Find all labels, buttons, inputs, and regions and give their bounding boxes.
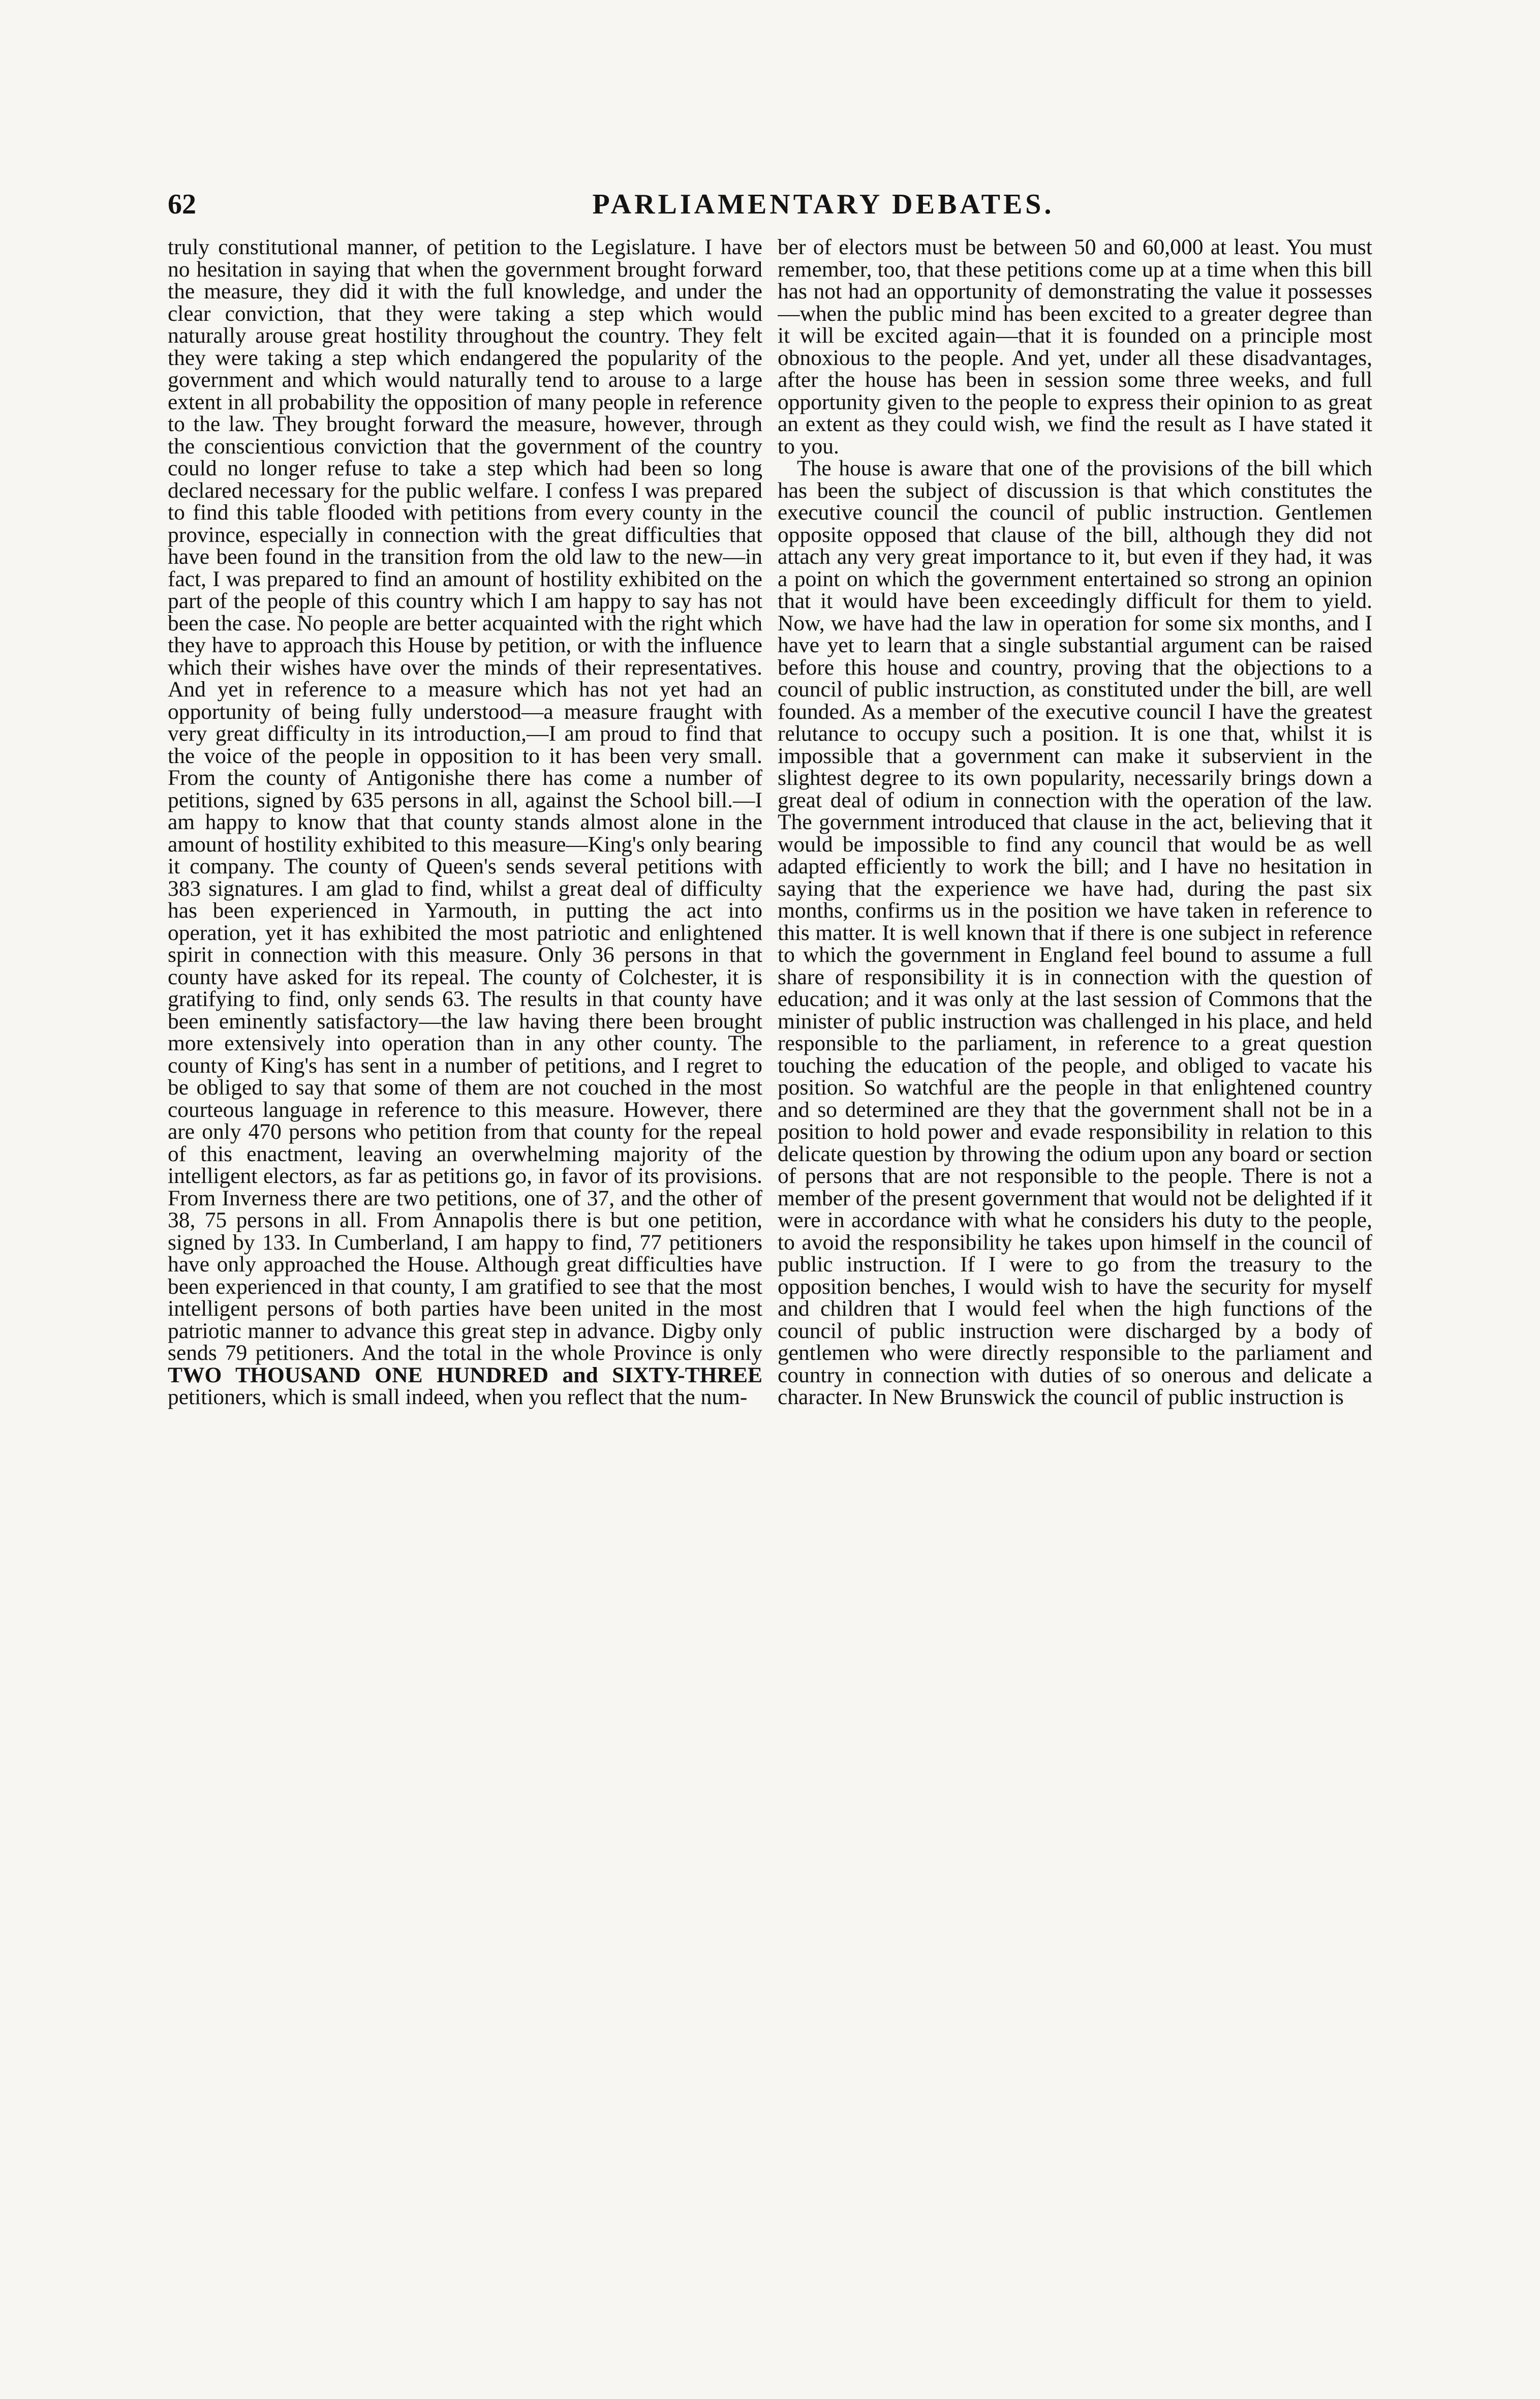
page-header (168, 188, 1479, 224)
right-column (778, 236, 1372, 2326)
running-title: PARLIAMENTARY DEBATES. (592, 189, 1055, 220)
left-paragraph-1-text: truly constitutional manner, of petition to the Legislature. I have no hesitation in saying that when the government brought forward the measure, they did it with the full knowledge, and under the clear conviction, that they were taking a step which would naturally arouse great hostility throughout the country. They felt they were taking a step which endangered the popularity of the government and which would naturally tend to arouse to a large extent in all probability the opposition of many people in reference to the law. They brought forward the measure, however, through the conscientious conviction that the government of the country could no longer refuse to take a step which had been so long declared necessary for the public welfare. I confess I was prepared to find this table flooded with petitions from every county in the province, especially in connection with the great difficulties that have been found in the transition from the old law to the new—in fact, I was prepared to find an amount of hostility exhibited on the part of the people of this country which I am happy to say has not been the case. No people are better acquainted with the right which they have to approach this House by petition, or with the influence which their wishes have over the minds of their representatives. And yet in reference to a measure which has not yet had an opportunity of being fully understood—a measure fraught with very great difficulty in its introduction,—I am proud to find that the voice of the people in opposition to it has been very small. From the county of Antigonishe there has come a number of petitions, signed by 635 persons in all, against the School bill.—I am happy to know that that county stands almost alone in the amount of hostility exhibited to this measure—King's only bearing it company. The county of Queen's sends several petitions with 383 signatures. I am glad to find, whilst a great deal of difficulty has been experienced in Yarmouth, in putting the act into operation, yet it has exhibited the most patriotic and enlightened spirit in connection with this measure. Only 36 persons in that county have asked for its repeal. The county of Colchester, it is gratifying to find, only sends 63. The results in that county have been eminently satisfactory—the law having there been brought more extensively into operation than in any other county. The county of King's has sent in a number of petitions, and I regret to be obliged to say that some of them are not couched in the most courteous language in reference to this measure. However, there are only 470 persons who petition from that county for the repeal of this enactment, leaving an overwhelming majority of the intelligent electors, as far as petitions go, in favor of its provisions. From Inverness there are two petitions, one of 37, and the other of 38, 75 persons in all. From Annapolis there is but one petition, signed by 133. In Cumberland, I am happy to find, 77 petitioners have only approached the House. Although great difficulties have been experienced in that county, I am gratified to see that the most intelligent persons of both parties have been united in the most patriotic manner to advance this great step in advance. Digby only sends 79 petitioners. And the total in the whole Province is only (168, 236, 762, 1365)
right-paragraph-1: ber of electors must be between 50 and 60,000 at least. You must remember, too, that these petitions come up at a time when this bill has not had an opportunity of demonstrating the value it possesses—when the public mind has been excited to a greater degree than it will be excited again—that it is founded on a principle most obnoxious to the people. And yet, under all these disadvantages, after the house has been in session some three weeks, and full opportunity given to the people to express their opinion to as great an extent as they could wish, we find the result as I have stated it to you. (778, 236, 1372, 459)
right-paragraph-2: The house is aware that one of the provisions of the bill which has been the subject of discussion is that which constitutes the executive council the council of public instruction. Gentlemen opposite opposed that clause of the bill, although they did not attach any very great importance to it, but even if they had, it was a point on which the government entertained so strong an opinion that it would have been exceedingly difficult for them to yield. Now, we have had the law in operation for some six months, and I have yet to learn that a single substantial argument can be raised before this house and country, proving that the objections to a council of public instruction, as constituted under the bill, are well founded. As a member of the executive council I have the greatest relutance to occupy such a position. It is one that, whilst it is impossible that a government can make it subservient in the slightest degree to its own popularity, necessarily brings down a great deal of odium in connection with the operation of the law. The government introduced that clause in the act, believing that it would be impossible to find any council that would be as well adapted efficiently to work the bill; and I have no hesitation in saying that the experience we have had, during the past six months, confirms us in the position we have taken in reference to this matter. It is well known that if there is one subject in reference to which the government in England feel bound to assume a full share of responsibility it is in connection with the question of education; and it was only at the last session of Commons that the minister of public instruction was challenged in his place, and held responsible to the parliament, in reference to a great question touching the education of the people, and obliged to vacate his position. So watchful are the people in that enlightened country and so determined are they that the government shall not be in a position to hold power and evade responsibility in relation to this delicate question by throwing the odium upon any board or section of persons that are not responsible to the people. There is not a member of the present government that would not be delighted if it were in accordance with what he considers his duty to the people, to avoid the responsibility he takes upon himself in the council of public instruction. If I were to go from the treasury to the opposition benches, I would wish to have the security for myself and children that I would feel when the high functions of the council of public instruction were discharged by a body of gentlemen who were directly responsible to the parliament and country in connection with duties of so onerous and delicate a character. In New Brunswick the council of public instruction is (778, 456, 1372, 1409)
page-number: 62 (168, 189, 196, 220)
petition-total-emphasis: TWO THOUSAND ONE HUNDRED and SIXTY-THREE (168, 1362, 762, 1387)
left-column (168, 236, 762, 2326)
left-paragraph-1 (168, 236, 762, 1409)
left-paragraph-1-end: petitioners, which is small indeed, when you reflect that the num- (168, 1385, 748, 1409)
